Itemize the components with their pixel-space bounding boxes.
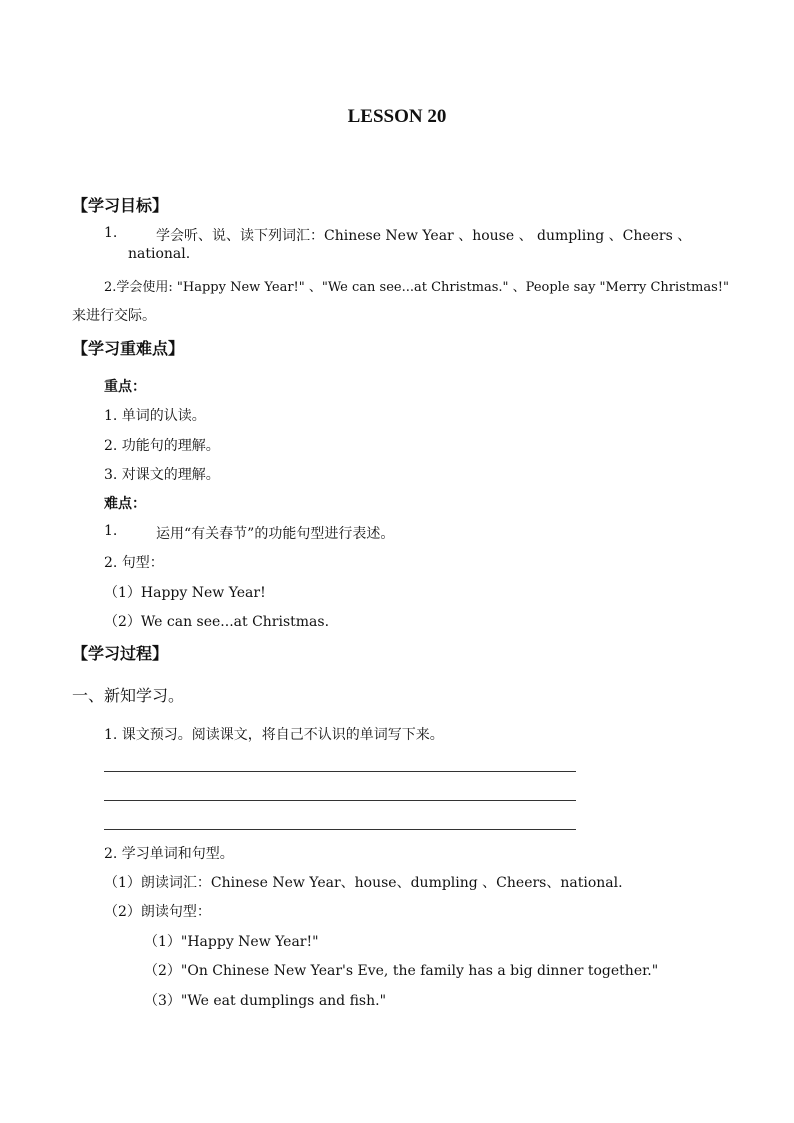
difficult-item-2: 2. 句型： [104,555,164,571]
goal-item-2-text: 2.学会使用: "Happy New Year!" 、"We can see...at Christmas." 、People say "Merry Christmas!" [104,280,729,295]
step-1-preview: 1. 课文预习。阅读课文，将自己不认识的单词写下来。 [104,727,444,743]
goal-item-1-text: 学会听、说、读下列词汇：Chinese New Year 、house 、 dumpling 、Cheers 、 [156,228,692,244]
step-2-vocabulary: （1）朗读词汇：Chinese New Year、house、dumpling 、Cheers、national. [104,875,623,891]
key-point-item: 2. 功能句的理解。 [104,438,220,454]
sentence-pattern-2: （2）We can see...at Christmas. [104,614,330,630]
key-point-item: 1. 单词的认读。 [104,408,206,424]
difficult-item-1-text: 运用“有关春节”的功能句型进行表述。 [156,526,395,542]
step-2-heading: 2. 学习单词和句型。 [104,846,234,862]
answer-line[interactable] [104,829,576,830]
goal-item-1-number: 1. [104,225,118,241]
page-title: LESSON 20 [347,106,447,127]
difficult-item-1-number: 1. [104,523,118,539]
step-2-sentences-label: （2）朗读句型： [104,904,211,920]
answer-line[interactable] [104,800,576,801]
section-heading-key-points: 【学习重难点】 [72,339,185,358]
practice-sentence: （1）"Happy New Year!" [144,934,319,950]
difficult-points-label: 难点： [104,496,146,512]
practice-sentence: （3）"We eat dumplings and fish." [144,993,387,1009]
answer-line[interactable] [104,771,576,772]
key-point-item: 3. 对课文的理解。 [104,467,220,483]
sentence-pattern-1: （1）Happy New Year! [104,585,266,601]
section-heading-process: 【学习过程】 [72,644,169,663]
section-heading-goals: 【学习目标】 [72,196,169,215]
part-one-heading: 一、新知学习。 [72,686,185,705]
goal-item-1-continuation: national. [128,246,191,262]
goal-item-2-continuation: 来进行交际。 [72,308,156,324]
practice-sentence: （2）"On Chinese New Year's Eve, the family has a big dinner together." [144,963,659,979]
key-points-label: 重点： [104,379,146,395]
